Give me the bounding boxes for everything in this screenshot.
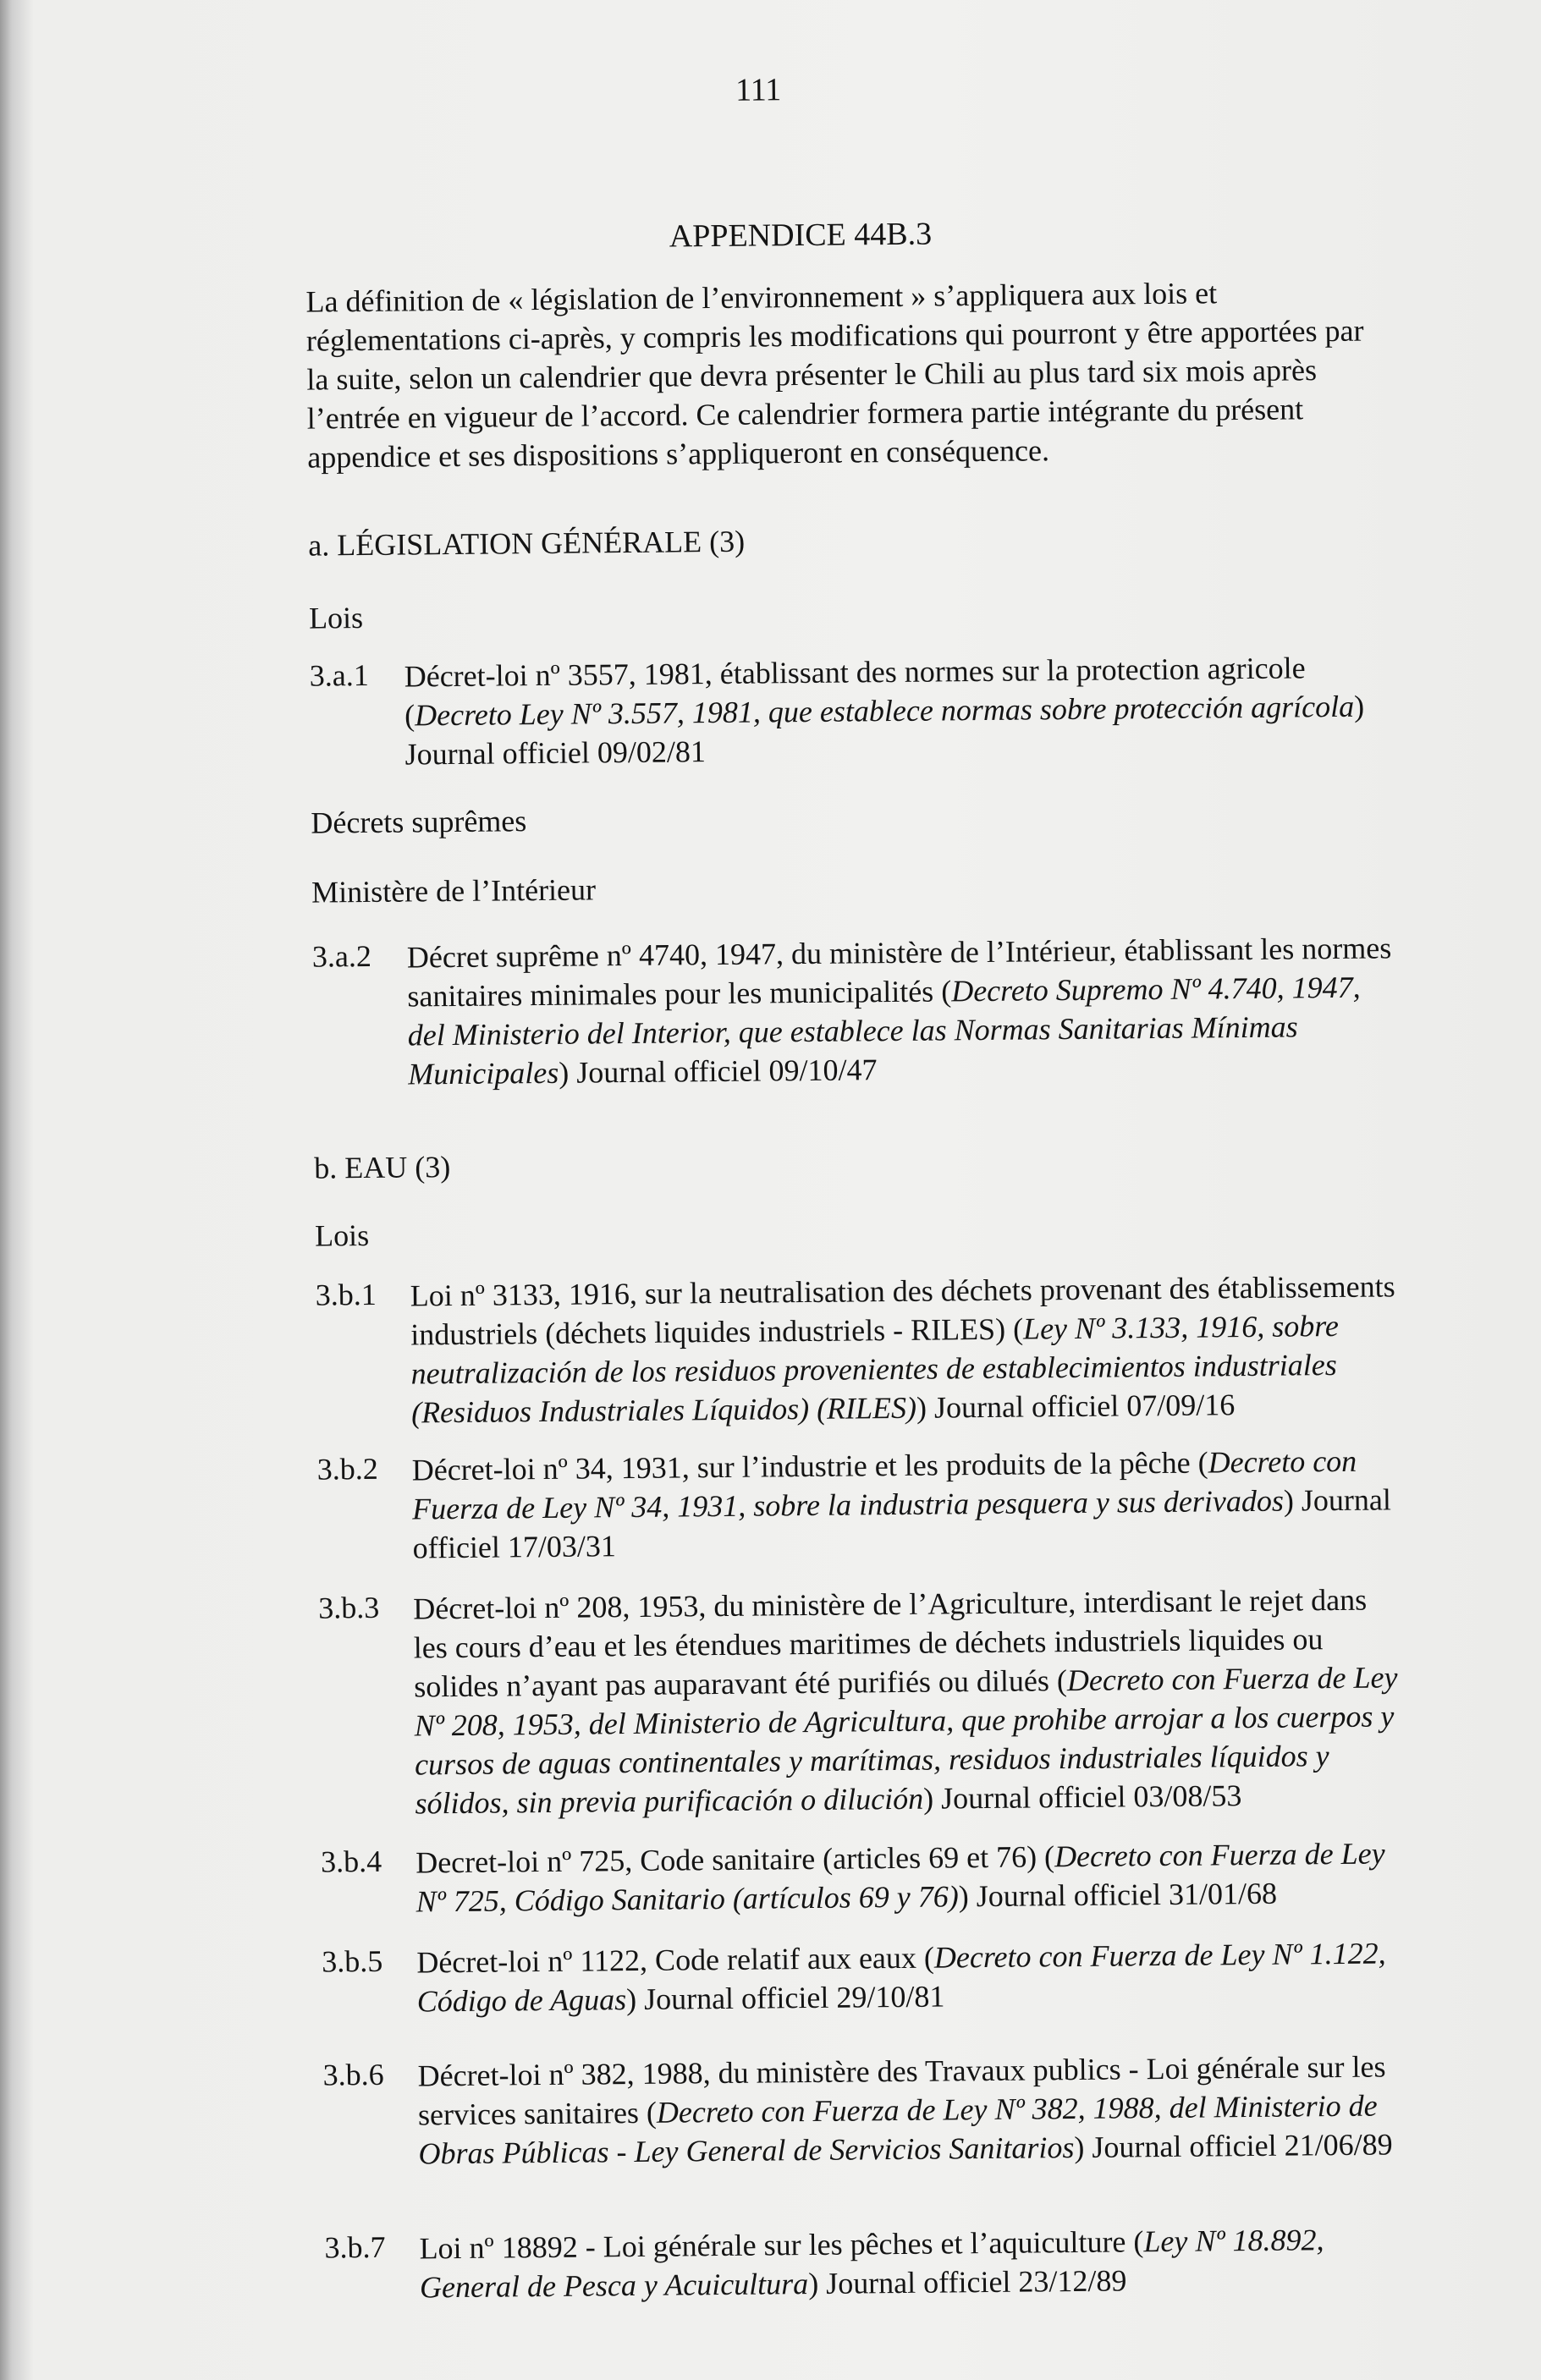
entry-3b7 bbox=[324, 2219, 1416, 2305]
entry-text-journal: ) Journal officiel 29/10/81 bbox=[625, 1979, 945, 2017]
entry-text-fr: Décret-loi nº 208, 1953, du ministère de l’Agriculture, interdisant le rejet dans les cours d’eau et les étendues maritimes de déchets industriels liquides ou solides n’ayant pas auparavant été purifiés ou dilués ( bbox=[413, 1582, 1368, 1704]
entry-text-fr: Décret-loi nº 34, 1931, sur l’industrie et les produits de la pêche ( bbox=[411, 1445, 1208, 1487]
entry-number: 3.a.2 bbox=[311, 938, 372, 974]
entry-text-fr: Décret-loi nº 1122, Code relatif aux eaux ( bbox=[416, 1940, 935, 1980]
entry-text bbox=[416, 1933, 1412, 2020]
entry-number: 3.b.6 bbox=[322, 2057, 384, 2092]
entry-text-journal: ) Journal officiel 23/12/89 bbox=[808, 2263, 1127, 2301]
page-number: 111 bbox=[735, 72, 782, 108]
entry-text-es: Decreto Ley Nº 3.557, 1981, que establece normas sobre protección agrícola bbox=[414, 689, 1355, 733]
entry-text-es: Decreto con Fuerza de Ley Nº 1.122, Código de Aguas bbox=[416, 1936, 1386, 2019]
entry-number: 3.b.1 bbox=[315, 1277, 377, 1312]
entry-text bbox=[413, 1580, 1410, 1822]
entry-text-es: Decreto con Fuerza de Ley Nº 725, Código Sanitario (artículos 69 y 76) bbox=[416, 1836, 1385, 1919]
entry-number: 3.b.7 bbox=[324, 2229, 386, 2265]
entry-text bbox=[410, 1267, 1406, 1432]
appendix-title: APPENDICE 44B.3 bbox=[669, 216, 933, 255]
section-b-lois-label: Lois bbox=[314, 1217, 370, 1253]
entry-text bbox=[416, 1833, 1411, 1921]
entry-3b1 bbox=[315, 1267, 1407, 1430]
entry-text-journal: ) Journal officiel 07/09/16 bbox=[916, 1388, 1236, 1425]
entry-text bbox=[417, 2047, 1412, 2173]
entry-text-es: Decreto con Fuerza de Ley Nº 34, 1931, sobre la industria pesquera y sus derivados bbox=[411, 1443, 1357, 1526]
section-a-lois-label: Lois bbox=[308, 601, 364, 635]
entry-text-es: Ley Nº 3.133, 1916, sobre neutralización de los residuos provenientes de establecimientos industriales (Residuos Industriales Líquidos) (RILES) bbox=[410, 1308, 1340, 1430]
entry-text bbox=[407, 928, 1403, 1093]
entry-number: 3.b.5 bbox=[322, 1943, 383, 1979]
entry-text-journal: ) Journal officiel 21/06/89 bbox=[1074, 2127, 1393, 2165]
intro-paragraph: La définition de « législation de l’environnement » s’appliquera aux lois et réglementations ci-après, y compris les modifications qui pourront y être apportées par la suite, selon un calendrier que devra présenter le Chili au plus tard six mois après l’entrée en vigueur de l’accord. Ce calendrier formera partie intégrante du présent appendice et ses dispositions s’appliqueront en conséquence. bbox=[305, 276, 1364, 475]
entry-number: 3.a.1 bbox=[309, 657, 369, 693]
entry-number: 3.b.2 bbox=[316, 1451, 378, 1487]
entry-text-journal: ) Journal officiel 09/02/81 bbox=[405, 689, 1365, 772]
section-a-heading: a. LÉGISLATION GÉNÉRALE (3) bbox=[308, 524, 746, 563]
entry-text bbox=[419, 2219, 1414, 2306]
section-b-heading: b. EAU (3) bbox=[314, 1150, 451, 1185]
entry-3b4 bbox=[320, 1833, 1412, 1919]
entry-text-fr: Décret-loi nº 382, 1988, du ministère des Travaux publics - Loi générale sur les services sanitaires ( bbox=[417, 2049, 1386, 2132]
entry-text-fr: Décret-loi nº 3557, 1981, établissant des normes sur la protection agricole ( bbox=[404, 651, 1306, 733]
entry-3b5 bbox=[322, 1933, 1413, 2019]
entry-text-journal: ) Journal officiel 17/03/31 bbox=[412, 1482, 1392, 1565]
entry-text-fr: Decret-loi nº 725, Code sanitaire (articles 69 et 76) ( bbox=[416, 1839, 1055, 1880]
decrets-supremes-label: Décrets suprêmes bbox=[311, 804, 527, 840]
entry-3b2 bbox=[316, 1441, 1409, 1565]
entry-text-journal: ) Journal officiel 31/01/68 bbox=[958, 1876, 1278, 1914]
entry-text-es: Decreto con Fuerza de Ley Nº 208, 1953, del Ministerio de Agricultura, que prohibe arrojar a los cuerpos y cursos de aguas continentales y marítimas, residuos industriales líquidos y sólidos, sin previa purificación o dilución bbox=[414, 1660, 1398, 1821]
entry-text-fr: Loi nº 3133, 1916, sur la neutralisation des déchets provenant des établissements industriels (déchets liquides industriels - RILES) ( bbox=[410, 1269, 1395, 1352]
entry-text-fr: Loi nº 18892 - Loi générale sur les pêches et l’aquiculture ( bbox=[419, 2224, 1144, 2266]
entry-text-es: Decreto Supremo Nº 4.740, 1947, del Ministerio del Interior, que establece las Normas Sanitarias Mínimas Municipales bbox=[407, 970, 1361, 1091]
page-content bbox=[286, 0, 1401, 2380]
entry-text-journal: ) Journal officiel 09/10/47 bbox=[559, 1053, 878, 1090]
entry-3b3 bbox=[318, 1580, 1410, 1821]
entry-text-es: Ley Nº 18.892, General de Pesca y Acuicultura bbox=[419, 2223, 1324, 2305]
entry-text-journal: ) Journal officiel 03/08/53 bbox=[922, 1778, 1242, 1816]
entry-number: 3.b.3 bbox=[318, 1590, 380, 1625]
entry-3b6 bbox=[322, 2047, 1414, 2171]
entry-3a1 bbox=[309, 647, 1401, 772]
entry-3a2 bbox=[311, 928, 1404, 1091]
entry-number: 3.b.4 bbox=[320, 1844, 382, 1879]
entry-text-es: Decreto con Fuerza de Ley Nº 382, 1988, del Ministerio de Obras Públicas - Ley General de Servicios Sanitarios bbox=[418, 2088, 1378, 2171]
ministere-interieur-label: Ministère de l’Intérieur bbox=[311, 872, 597, 910]
entry-text-fr: Décret suprême nº 4740, 1947, du ministère de l’Intérieur, établissant les normes sanitaires minimales pour les municipalités ( bbox=[406, 931, 1392, 1014]
entry-text bbox=[405, 647, 1400, 773]
entry-text bbox=[412, 1441, 1407, 1567]
